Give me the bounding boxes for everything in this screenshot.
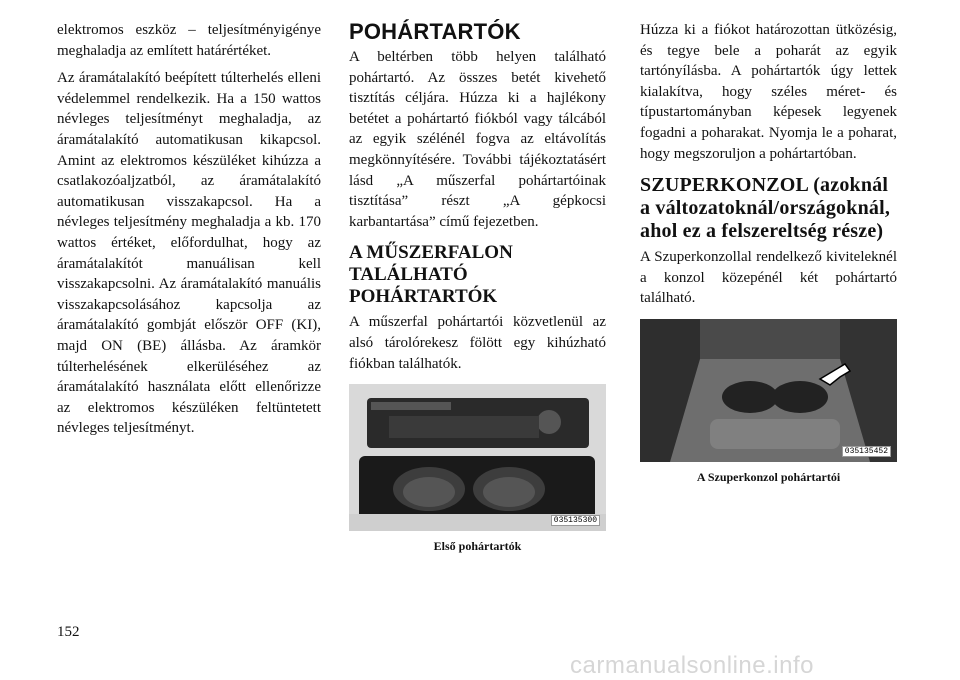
paragraph-continuation: elektromos eszköz – teljesítményigénye meghaladja az említett határértéket. xyxy=(57,22,321,59)
photo-caption-front: Első pohártartók xyxy=(433,539,522,554)
paragraph-cupholders-intro: A beltérben több helyen található pohártartó. Az összes betét kivehető tisztítás céljára. Húzza ki a hajlékony betétet a pohártartó fiókból vagy tálcából az egyik szélénél fogva az eltávolítás megkönnyítésére. További tájékoztatásért lásd „A műszerfal pohártartóinak tisztítása” részt „A gépkocsi karbantartása” című fejezetben. xyxy=(349,49,606,230)
left-column xyxy=(57,20,321,439)
section-heading-cupholders: POHÁRTARTÓK xyxy=(349,19,521,44)
section-heading-superconsole: SZUPERKONZOL (azoknál a változatoknál/országoknál, ahol ez a felszereltség része) xyxy=(640,174,891,243)
front-cupholders-illustration xyxy=(349,384,606,531)
right-column xyxy=(640,20,897,485)
paragraph-dash-cupholders: A műszerfal pohártartói közvetlenül az alsó tárolórekesz fölött egy kihúzható fiókban találhatók. xyxy=(349,314,606,372)
superconsole-illustration xyxy=(640,319,897,462)
paragraph-superconsole: A Szuperkonzollal rendelkező kiviteleknél a konzol közepénél két pohártartó található. xyxy=(640,249,897,307)
photo-caption-superconsole: A Szuperkonzol pohártartói xyxy=(696,469,841,484)
watermark: carmanualsonline.info xyxy=(570,652,814,679)
image-code: 035135452 xyxy=(842,446,891,457)
paragraph-inverter-protection: Az áramátalakító beépített túlterhelés elleni védelemmel rendelkezik. Ha a 150 wattos névleges teljesítményt meghaladja, az áramátalakító automatikusan kikapcsol. Amint az elektromos készüléket kihúzza a csatlakozóaljzatból, az áramátalakító automatikusan visszakapcsol. Ha a névleges teljesítmény meghaladja a kb. 170 wattos értéket, előfordulhat, hogy az áramátalakítót manuálisan kell visszakapcsolni. Az áramátalakító manuális visszakapcsolásához kapcsolja az áramátalakító gombját először OFF (KI), majd ON (BE) állásba. Az áramkör túlterhelésének elkerüléséhez az áramátalakító használata előtt ellenőrizze az elektromos készüléken feltüntetett névleges teljesítményt. xyxy=(57,70,321,437)
image-code: 035135300 xyxy=(551,515,600,526)
middle-column xyxy=(349,20,606,554)
front-cupholders-photo xyxy=(349,384,606,531)
superconsole-photo xyxy=(640,319,897,462)
subheading-dash-cupholders: A MŰSZERFALON TALÁLHATÓ POHÁRTARTÓK xyxy=(349,242,513,308)
paragraph-drawer-usage: Húzza ki a fiókot határozottan ütközésig, és tegye bele a poharát az egyik tartónyílásba. A pohártartók úgy lettek kialakítva, hogy széles méret- és típustartományban képesek legyenek fogadni a poharakat. Nyomja le a poharat, hogy megszoruljon a pohártartóban. xyxy=(640,22,897,162)
page-number: 152 xyxy=(57,624,80,640)
